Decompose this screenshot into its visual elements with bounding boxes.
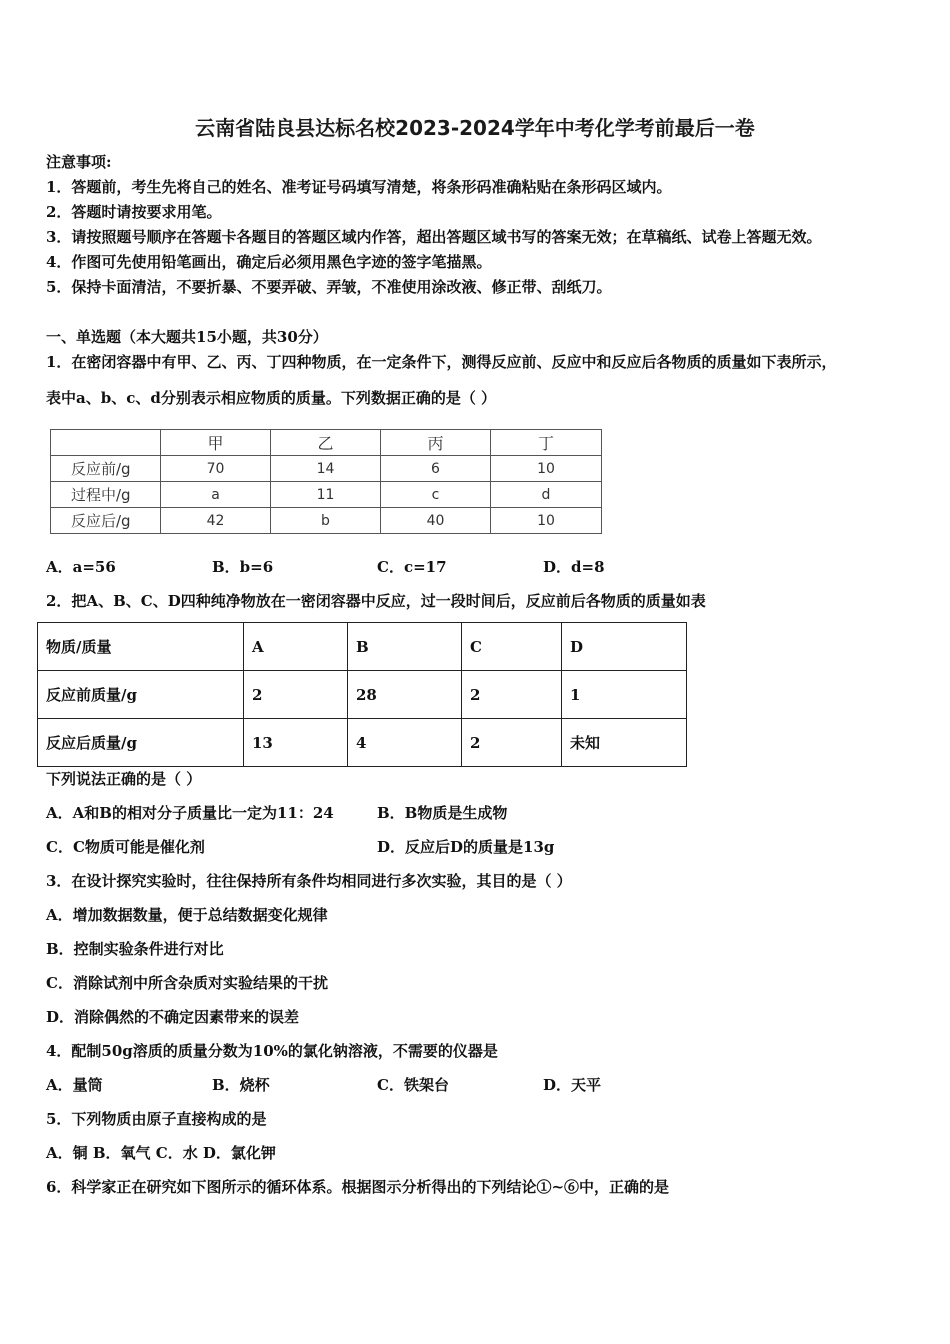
q4-stem: 4．配制50g溶质的质量分数为10%的氯化钠溶液，不需要的仪器是	[46, 1042, 498, 1060]
q3-option-b[interactable]: B．控制实验条件进行对比	[46, 940, 224, 958]
q1-option-c[interactable]: C．c=17	[377, 558, 447, 576]
notice-heading: 注意事项:	[46, 153, 112, 171]
q1-table	[50, 429, 602, 534]
q2-question: 下列说法正确的是（ ）	[46, 770, 202, 788]
notice-item: 5．保持卡面清洁，不要折暴、不要弄破、弄皱，不准使用涂改液、修正带、刮纸刀。	[46, 278, 612, 296]
notice-item: 2．答题时请按要求用笔。	[46, 203, 222, 221]
table-row	[51, 430, 602, 456]
table-cell	[51, 430, 161, 456]
q1-option-b[interactable]: B．b=6	[212, 558, 274, 576]
q4-option-a[interactable]: A．量筒	[46, 1076, 103, 1094]
table-header: C	[462, 623, 562, 671]
table-cell: 6	[381, 456, 491, 482]
q1-stem-line2: 表中a、b、c、d分别表示相应物质的质量。下列数据正确的是（ ）	[46, 389, 497, 407]
row-header: 反应后质量/g	[38, 719, 244, 767]
q4-option-b[interactable]: B．烧杯	[212, 1076, 270, 1094]
table-header: B	[348, 623, 462, 671]
q6-stem: 6．科学家正在研究如下图所示的循环体系。根据图示分析得出的下列结论①~⑥中，正确的是	[46, 1178, 670, 1196]
table-cell: 11	[271, 482, 381, 508]
q3-option-d[interactable]: D．消除偶然的不确定因素带来的误差	[46, 1008, 300, 1026]
notice-item: 3．请按照题号顺序在答题卡各题目的答题区域内作答，超出答题区域书写的答案无效；在草稿纸、试卷上答题无效。	[46, 228, 822, 246]
row-header: 反应后/g	[51, 508, 161, 534]
table-cell: 10	[491, 456, 602, 482]
table-row	[51, 508, 602, 534]
notice-item: 4．作图可先使用铅笔画出，确定后必须用黑色字迹的签字笔描黑。	[46, 253, 492, 271]
table-cell: 10	[491, 508, 602, 534]
table-cell: b	[271, 508, 381, 534]
q3-option-c[interactable]: C．消除试剂中所含杂质对实验结果的干扰	[46, 974, 328, 992]
q2-stem: 2．把A、B、C、D四种纯净物放在一密闭容器中反应，过一段时间后，反应前后各物质的质量如表	[46, 592, 706, 610]
table-row	[38, 623, 687, 671]
q2-option-d[interactable]: D．反应后D的质量是13g	[377, 838, 555, 856]
table-cell: c	[381, 482, 491, 508]
page-title: 云南省陆良县达标名校2023-2024学年中考化学考前最后一卷	[195, 116, 755, 140]
table-cell: d	[491, 482, 602, 508]
q5-stem: 5．下列物质由原子直接构成的是	[46, 1110, 267, 1128]
table-header: 丁	[491, 430, 602, 456]
table-header: A	[244, 623, 348, 671]
q1-option-d[interactable]: D．d=8	[543, 558, 605, 576]
row-header: 过程中/g	[51, 482, 161, 508]
q3-stem: 3．在设计探究实验时，往往保持所有条件均相同进行多次实验，其目的是（ ）	[46, 872, 572, 890]
q2-option-a[interactable]: A．A和B的相对分子质量比一定为11：24	[46, 804, 334, 822]
table-cell: 13	[244, 719, 348, 767]
q2-table	[37, 622, 687, 767]
table-cell: 2	[462, 719, 562, 767]
q3-option-a[interactable]: A．增加数据数量，便于总结数据变化规律	[46, 906, 328, 924]
row-header: 反应前/g	[51, 456, 161, 482]
table-header: 物质/质量	[38, 623, 244, 671]
section-heading: 一、单选题（本大题共15小题，共30分）	[46, 328, 328, 346]
table-row	[38, 671, 687, 719]
table-cell: 14	[271, 456, 381, 482]
q1-stem-line1: 1．在密闭容器中有甲、乙、丙、丁四种物质，在一定条件下，测得反应前、反应中和反应后各物质的质量如下表所示，	[46, 353, 837, 371]
table-header: 甲	[161, 430, 271, 456]
row-header: 反应前质量/g	[38, 671, 244, 719]
table-header: 丙	[381, 430, 491, 456]
table-cell: 40	[381, 508, 491, 534]
table-cell: a	[161, 482, 271, 508]
table-cell: 4	[348, 719, 462, 767]
table-cell: 70	[161, 456, 271, 482]
table-cell: 1	[562, 671, 687, 719]
q5-options[interactable]: A．铜 B．氧气 C．水 D．氯化钾	[46, 1144, 276, 1162]
table-cell: 28	[348, 671, 462, 719]
table-cell: 2	[244, 671, 348, 719]
table-header: 乙	[271, 430, 381, 456]
table-cell: 2	[462, 671, 562, 719]
table-cell: 未知	[562, 719, 687, 767]
table-cell: 42	[161, 508, 271, 534]
q2-option-b[interactable]: B．B物质是生成物	[377, 804, 508, 822]
q2-option-c[interactable]: C．C物质可能是催化剂	[46, 838, 205, 856]
table-header: D	[562, 623, 687, 671]
q4-option-c[interactable]: C．铁架台	[377, 1076, 449, 1094]
q4-option-d[interactable]: D．天平	[543, 1076, 602, 1094]
table-row	[51, 482, 602, 508]
table-row	[38, 719, 687, 767]
table-row	[51, 456, 602, 482]
q1-option-a[interactable]: A．a=56	[46, 558, 116, 576]
notice-item: 1．答题前，考生先将自己的姓名、准考证号码填写清楚，将条形码准确粘贴在条形码区域内。	[46, 178, 672, 196]
